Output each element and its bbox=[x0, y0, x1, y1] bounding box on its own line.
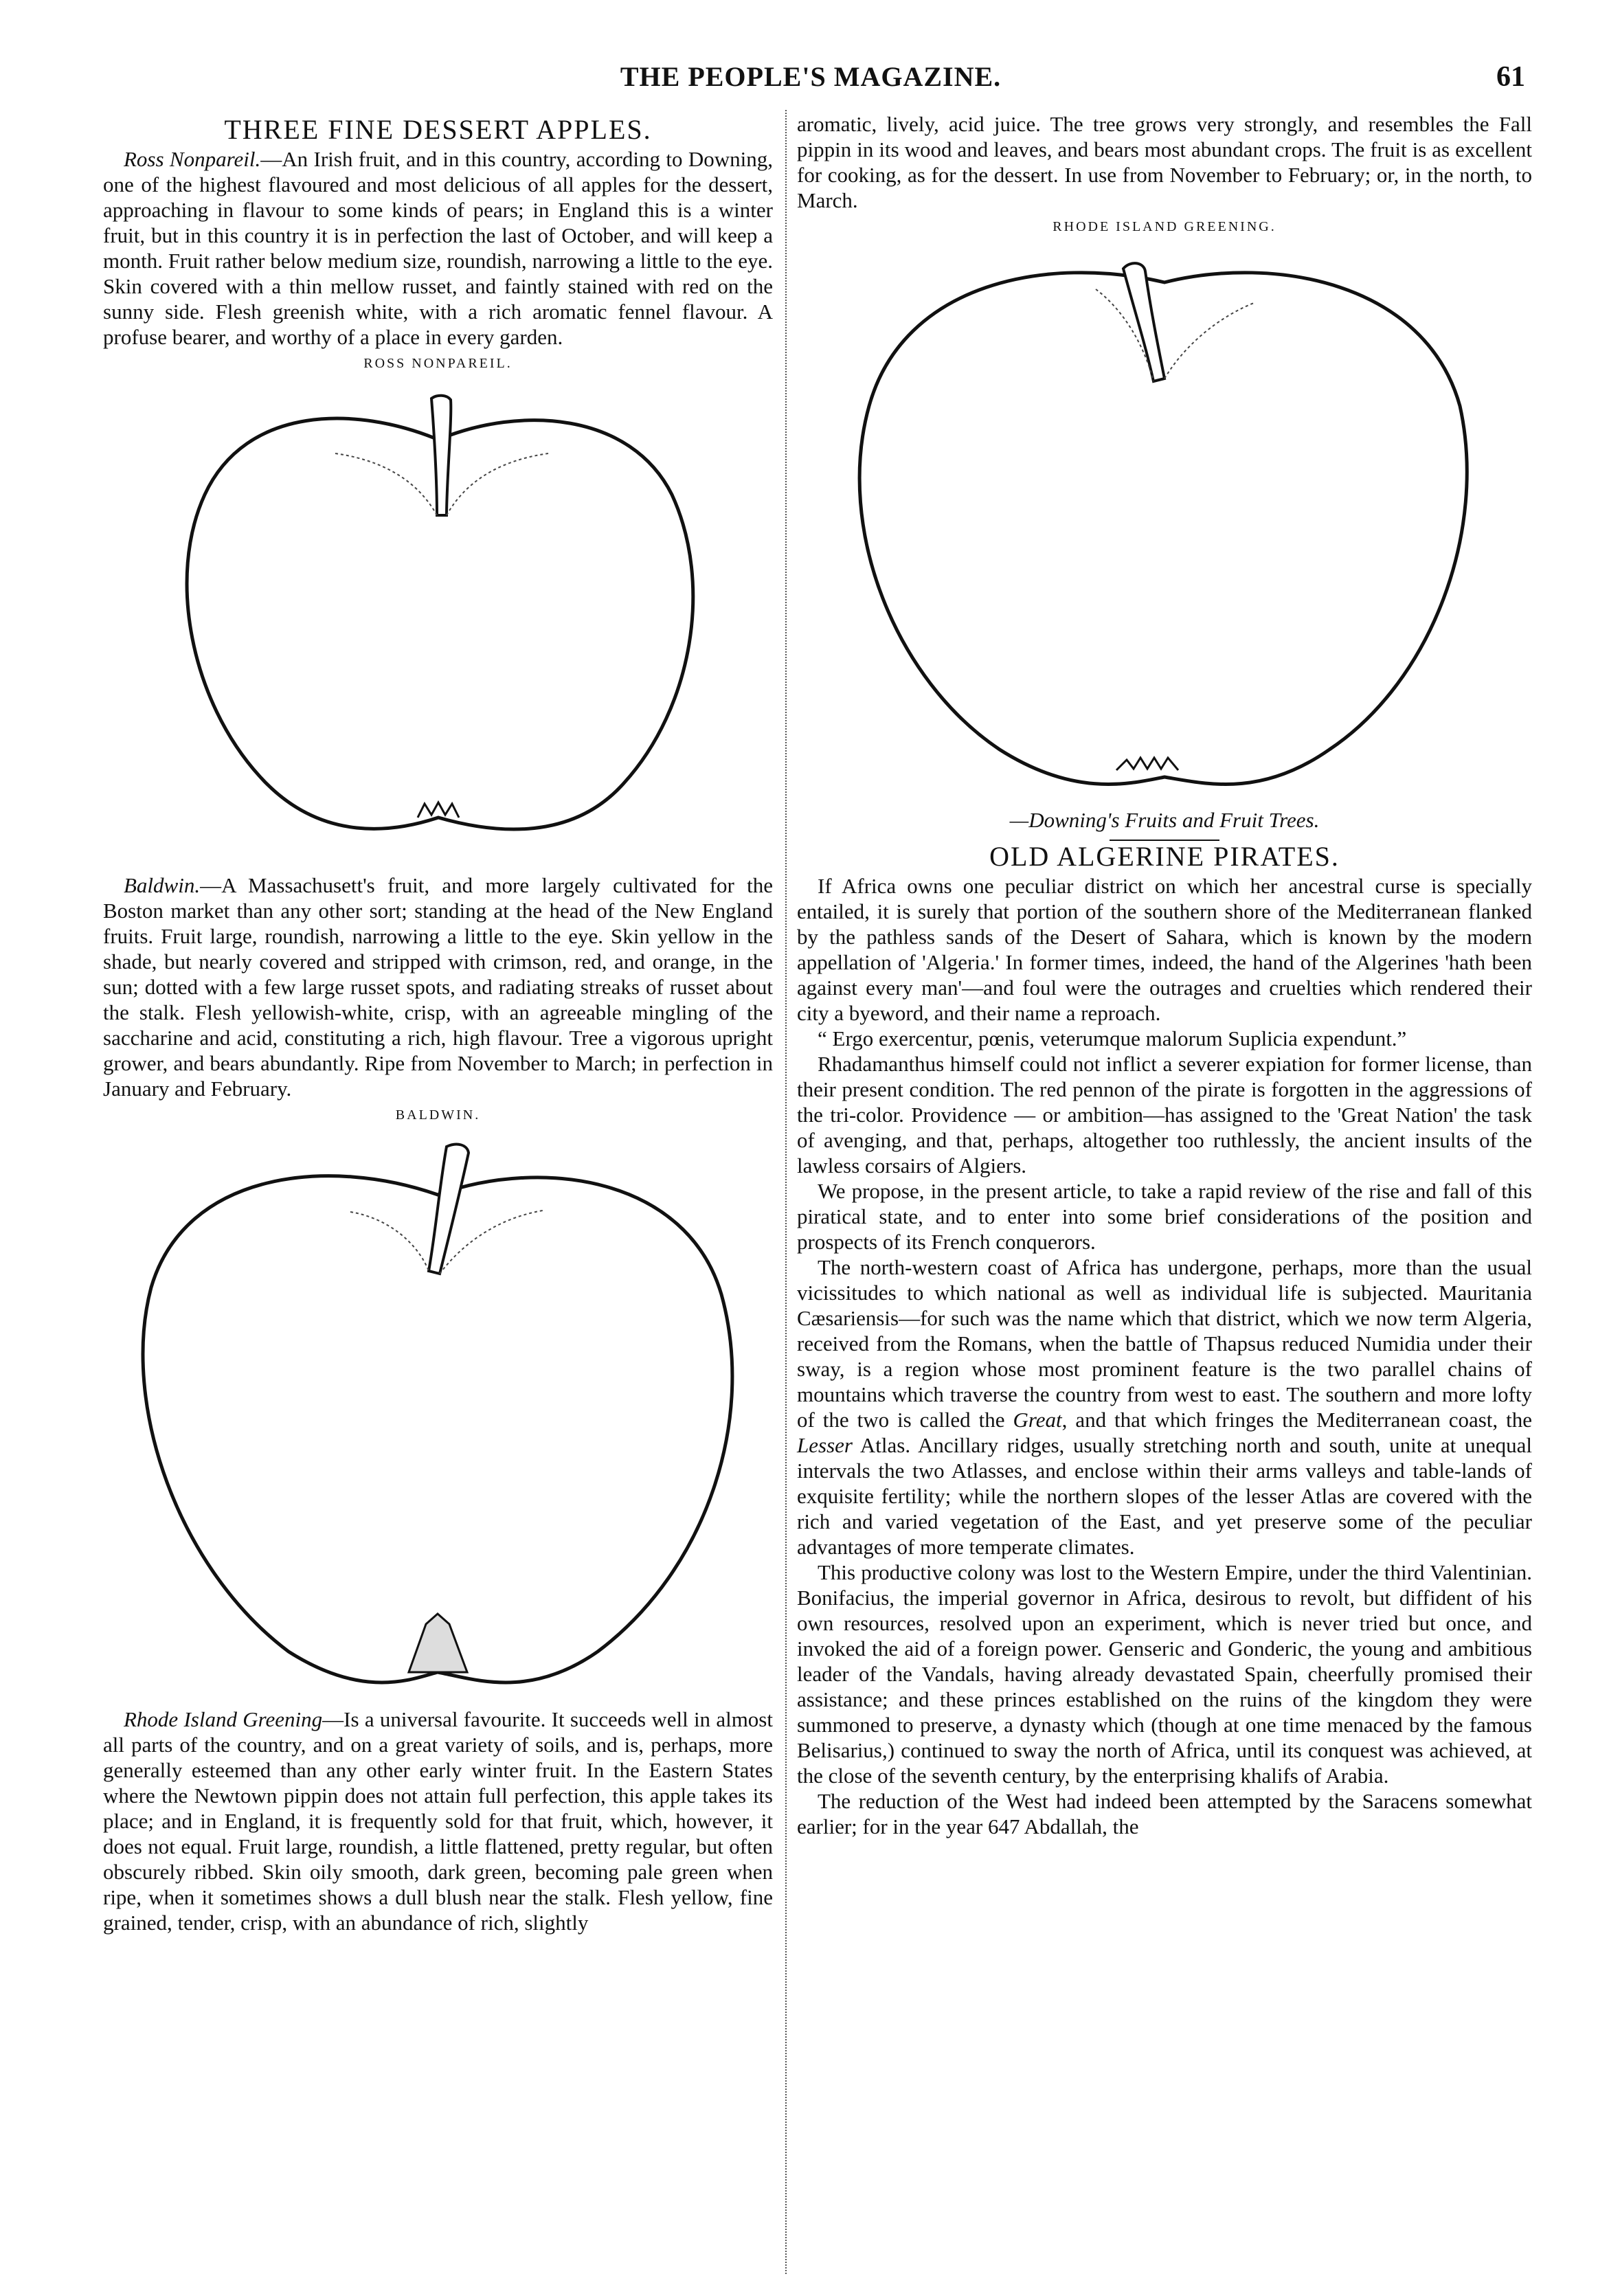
baldwin-text: —A Massachusett's fruit, and more largely cultivated for the Boston market than any other sort; standing at the head of the New England fruits. Fruit large, roundish, narrowing a little to the eye. Skin yellow in the shade, but nearly covered and stripped with crimson, red, and orange, in the sun; dotted with a few large russet spots, and radiating streaks of russet about the stalk. Flesh yellowish-white, crisp, with an agreeable mingling of the saccharine and acid, constituting a rich, high flavour. Tree a vigorous upright grower, and bears abundantly. Ripe from November to March; in perfection in January and February. bbox=[103, 873, 773, 1101]
pirates-paragraph-3: We propose, in the present article, to take a rapid review of the rise and fall of this piratical state, and to enter into some brief considerations of the position and prospects of its French conquerors. bbox=[797, 1179, 1532, 1254]
ross-nonpareil-name: Ross Nonpareil. bbox=[124, 147, 261, 171]
baldwin-name: Baldwin. bbox=[124, 873, 201, 897]
greening-continued: aromatic, lively, acid juice. The tree grows very strongly, and resembles the Fall pippin in its wood and leaves, and bears most abundant crops. The fruit is as excellent for cooking, as for the dessert. In use from November to February; or, in the north, to March. bbox=[797, 112, 1532, 212]
ross-nonpareil-paragraph bbox=[103, 146, 773, 350]
greening-paragraph bbox=[103, 1707, 773, 1935]
pirates-paragraph-1: If Africa owns one peculiar district on which her ancestral curse is specially entailed, it is surely that portion of the southern shore of the Mediterranean flanked by the pathless sands of the Desert of Sahara, which is known by the modern appellation of 'Algeria.' In former times, indeed, the hand of the Algerines 'hath been against every man'—and foul were the outrages and cruelties which rendered their city a byeword, and their name a reproach. bbox=[797, 874, 1532, 1025]
column-divider bbox=[785, 110, 787, 2274]
baldwin-stalk bbox=[429, 1145, 469, 1274]
page-number: 61 bbox=[1496, 61, 1525, 93]
pirates-paragraph-2: Rhadamanthus himself could not inflict a severer expiation for former license, than their present condition. The red pennon of the pirate is forgotten in the aggressions of the tri-color. Providence — or ambition—has assigned to the 'Great Nation' the task of avenging, and that, perhaps, altogether too ruthlessly, the ancient insults of the lawless corsairs of Algiers. bbox=[797, 1052, 1532, 1178]
greening-name: Rhode Island Greening bbox=[124, 1707, 323, 1731]
greening-illustration bbox=[821, 241, 1508, 804]
p4-part-a: The north-western coast of Africa has undergone, perhaps, more than the usual vicissitudes to which national as well as individual life is subjected. Mauritania Cæsariensis—for such was the name which that district, which we now term Algeria, received from the Romans, when the battle of Thapsus reduced Numidia under their sway, is a region whose most prominent feature is the two parallel chains of mountains which traverse the country from west to east. The southern and more lofty of the two is called the bbox=[797, 1255, 1532, 1432]
p4-part-b: , and that which fringes the Mediterranean coast, the bbox=[1061, 1408, 1532, 1432]
magazine-title: THE PEOPLE'S MAGAZINE. bbox=[620, 61, 1002, 92]
apples-article-title: THREE FINE DESSERT APPLES. bbox=[224, 114, 652, 145]
pirates-paragraph-4 bbox=[797, 1254, 1532, 1560]
baldwin-illustration bbox=[103, 1129, 773, 1707]
ross-nonpareil-illustration bbox=[129, 378, 747, 873]
greening-cavity bbox=[1096, 289, 1254, 381]
baldwin-eye bbox=[409, 1614, 467, 1672]
p4-part-c: Atlas. Ancillary ridges, usually stretching north and south, unite at unequal intervals the two Atlasses, and enclose within their arms valleys and table-lands of exquisite fertility; while the northern slopes of the lesser Atlas are covered with the rich and varied vegetation of the East, and yet preserve some of the peculiar advantages of more temperate climates. bbox=[797, 1433, 1532, 1559]
pirates-paragraph-5: This productive colony was lost to the Western Empire, under the third Valentinian. Bonifacius, the imperial governor in Africa, desirous to revolt, but diffident of his own resources, resolved upon an experiment, which is never tried but once, and invoked the aid of a foreign power. Genseric and Gonderic, the young and ambitious leader of the Vandals, having already devastated Spain, cheerfully promised their assistance; and these princes established on the ruins of the kingdom they were summoned to preserve, a dynasty which (though at one time menaced by the famous Belisarius,) continued to sway the north of Africa, until its conquest was achieved, at the close of the seventh century, by the enterprising khalifs of Arabia. bbox=[797, 1560, 1532, 1788]
baldwin-paragraph bbox=[103, 873, 773, 1101]
great-atlas: Great bbox=[1013, 1408, 1062, 1432]
lesser-atlas: Lesser bbox=[797, 1433, 853, 1457]
greening-caption: RHODE ISLAND GREENING. bbox=[1053, 219, 1276, 234]
ross-nonpareil-caption: ROSS NONPAREIL. bbox=[363, 356, 513, 371]
greening-text: —Is a universal favourite. It succeeds well in almost all parts of the country, and on a great variety of soils, and is, perhaps, more generally esteemed than any other early winter fruit. In the Eastern States where the Newtown pippin does not attain full perfection, this apple takes its place; and in England, it is frequently sold for that fruit, which, however, it does not equal. Fruit large, roundish, a little flattened, pretty regular, but often obscurely ribbed. Skin oily smooth, dark green, becoming pale green when ripe, when it sometimes shows a dull blush near the stalk. Flesh yellow, fine grained, tender, crisp, with an abundance of rich, slightly bbox=[103, 1707, 773, 1935]
latin-quote: “ Ergo exercentur, pœnis, veterumque malorum Suplicia expendunt.” bbox=[818, 1026, 1407, 1050]
ross-nonpareil-stalk bbox=[431, 396, 451, 515]
left-column bbox=[103, 114, 774, 1935]
greening-eye bbox=[1116, 758, 1178, 770]
right-column bbox=[797, 111, 1532, 1839]
ross-nonpareil-eye bbox=[418, 802, 459, 818]
pirates-paragraph-6: The reduction of the West had indeed been attempted by the Saracens somewhat earlier; for in the year 647 Abdallah, the bbox=[797, 1789, 1532, 1838]
pirates-article-title: OLD ALGERINE PIRATES. bbox=[989, 841, 1340, 872]
greening-outline bbox=[859, 273, 1467, 785]
ross-nonpareil-text: —An Irish fruit, and in this country, according to Downing, one of the highest flavoured and most delicious of all apples for the dessert, approaching in flavour to some kinds of pears; in England this is a winter fruit, but in this country it is in perfection the last of October, and will keep a month. Fruit rather below medium size, roundish, narrowing a little to the eye. Skin covered with a thin mellow russet, and faintly stained with red on the sunny side. Flesh greenish white, with a rich aromatic fennel flavour. A profuse bearer, and worthy of a place in every garden. bbox=[103, 147, 774, 349]
baldwin-caption: BALDWIN. bbox=[395, 1107, 481, 1123]
page-header bbox=[82, 60, 1539, 102]
source-credit: —Downing's Fruits and Fruit Trees. bbox=[1009, 808, 1320, 832]
